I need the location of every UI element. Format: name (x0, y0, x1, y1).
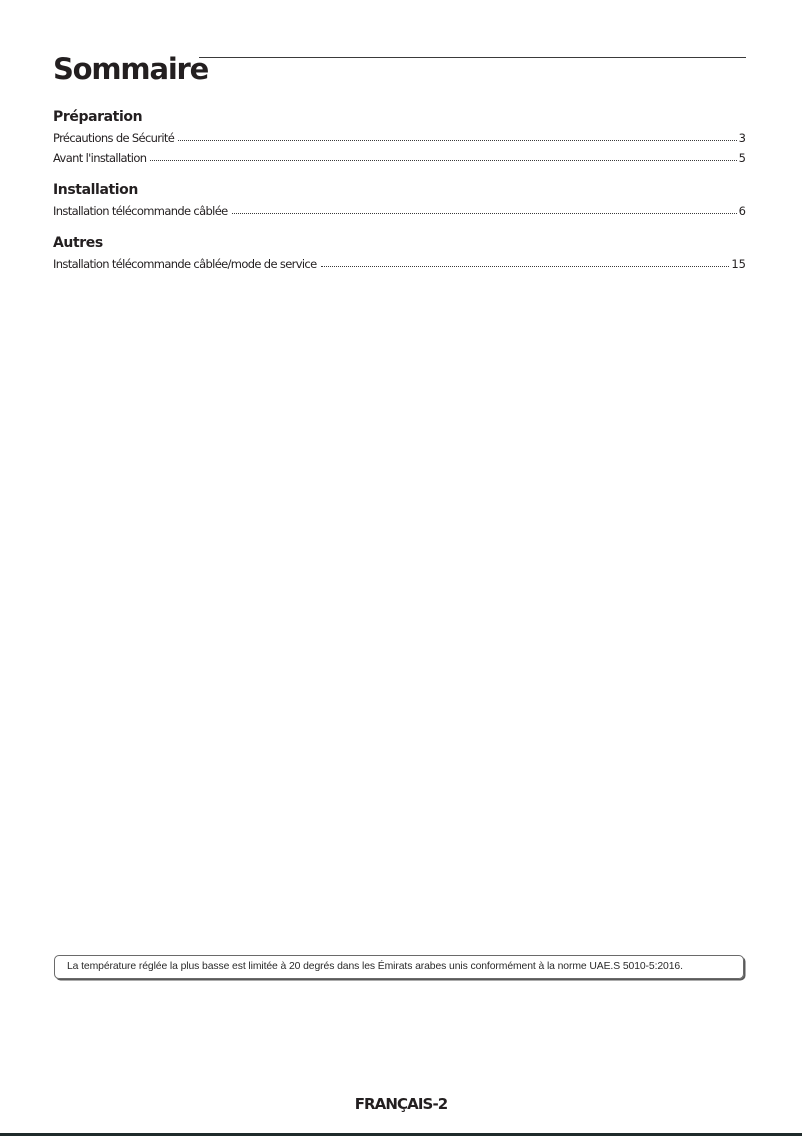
dot-leader (232, 212, 737, 214)
toc-entry-label: Installation télécommande câblée (53, 204, 228, 218)
toc-entry-label: Précautions de Sécurité (53, 131, 175, 145)
regulatory-note-text: La température réglée la plus basse est limitée à 20 degrés dans les Émirats arabes unis conformément à la norme UAE.S 5010-5:2016. (67, 961, 683, 972)
toc-entry[interactable] (53, 128, 746, 148)
toc-entry[interactable] (53, 148, 746, 168)
toc-entry-page-number: 6 (738, 204, 746, 218)
dot-leader (150, 159, 736, 161)
toc-section-autres (53, 232, 746, 274)
section-heading: Préparation (53, 109, 143, 125)
section-heading: Installation (53, 182, 138, 198)
toc-entry[interactable] (53, 201, 746, 221)
toc-entry-label: Avant l'installation (53, 151, 147, 165)
toc-entry-page-number: 5 (738, 151, 746, 165)
page-title: Sommaire (53, 52, 209, 86)
footer-page-number: FRANÇAIS-2 (354, 1095, 448, 1113)
dot-leader (178, 139, 736, 141)
title-divider (199, 57, 746, 58)
dot-leader (321, 265, 730, 267)
toc-entry[interactable] (53, 254, 746, 274)
toc-entry-page-number: 3 (738, 131, 746, 145)
table-of-contents (53, 106, 746, 274)
toc-entry-page-number: 15 (731, 257, 746, 271)
section-heading: Autres (53, 235, 103, 251)
toc-section-preparation (53, 106, 746, 168)
regulatory-note-box (54, 955, 744, 979)
toc-entry-label: Installation télécommande câblée/mode de service (53, 257, 317, 271)
toc-section-installation (53, 179, 746, 221)
